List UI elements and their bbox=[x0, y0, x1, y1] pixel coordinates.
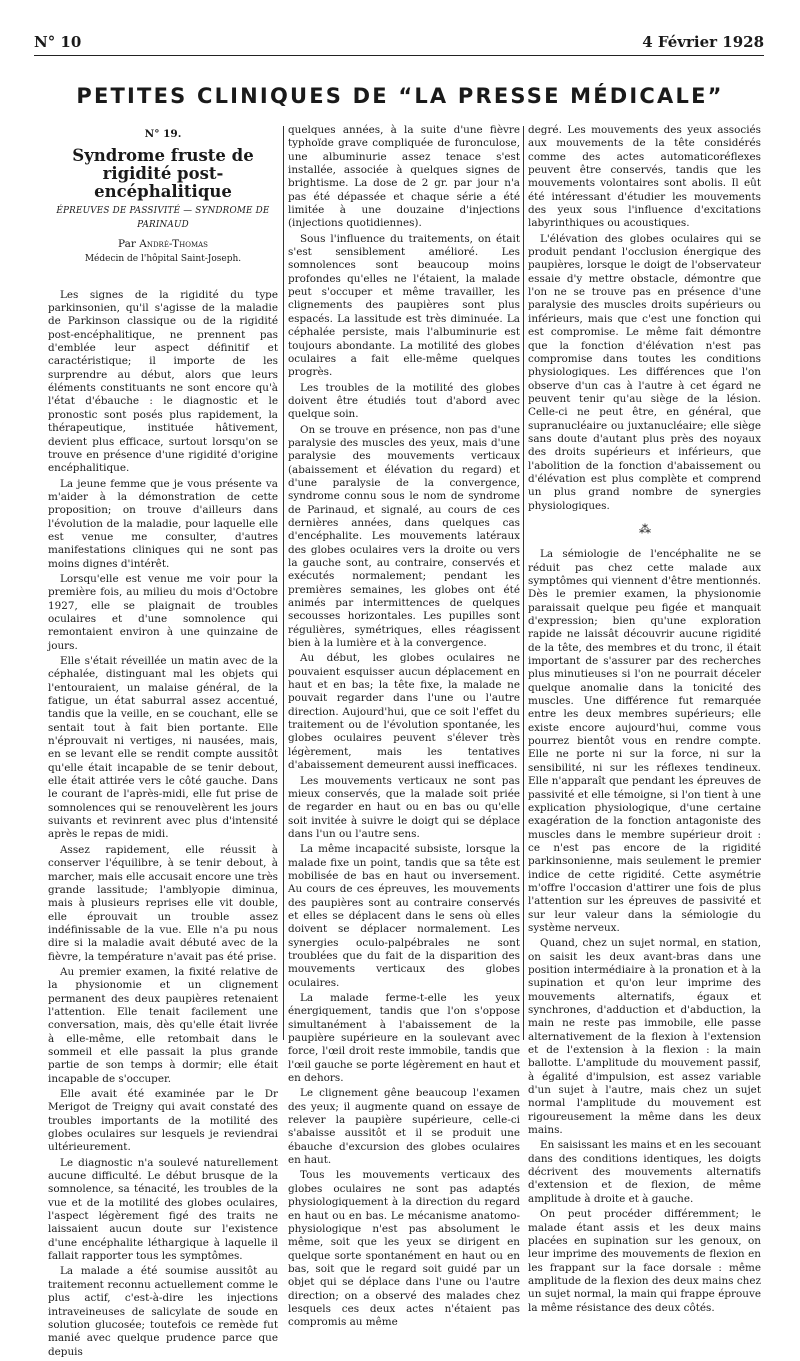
paragraph: Au début, les globes oculaires ne pouvaient esquisser aucun déplacement en haut et en bas; la tête fixe, la malade ne pouvait regarder dans l'une ou l'autre direction. Aujourd'hui, que ce soit l'effet du traitement ou de l'évolution spontanée, les globes oculaires peuvent s'élever très légèrement, mais les tentatives d'abaissement demeurent aussi inefficaces. bbox=[288, 652, 520, 772]
paragraph: Tous les mouvements verticaux des globes oculaires ne sont pas adaptés physiologiquement à la direction du regard en haut ou en bas. Le mécanisme anatomo-physiologique n'est pas absolument le même, soit que les yeux se dirigent en quelque sorte spontanément en haut ou en bas, soit que le regard soit guidé par un objet qui se déplace dans l'une ou l'autre direction; on a observé des malades chez lesquels ces deux actes n'étaient pas compromis au même bbox=[288, 1169, 520, 1329]
journal-banner: PETITES CLINIQUES DE “LA PRESSE MÉDICALE” bbox=[76, 84, 724, 108]
paragraph: La malade a été soumise aussitôt au traitement reconnu actuellement comme le plus actif, c'est-à-dire les injections intraveineuses de salicylate de soude en solution glucosée; toutefois ce remède fut manié avec quelque prudence parce que depuis bbox=[48, 1265, 278, 1358]
paragraph: La même incapacité subsiste, lorsque la malade fixe un point, tandis que sa tête est mobilisée de bas en haut ou inversement. Au cours de ces épreuves, les mouvements des paupières sont au contraire conservés et elles se déplacent dans le sens où elles doivent se déplacer normalement. Les synergies oculo-palpébrales ne sont troublées que du fait de la disparition des mouvements verticaux des globes oculaires. bbox=[288, 843, 520, 989]
issue-date: 4 Février 1928 bbox=[642, 33, 764, 51]
paragraph: La malade ferme-t-elle les yeux énergiquement, tandis que l'on s'oppose simultanément à l'abaissement de la paupière supérieure en la soulevant avec force, l'œil droit reste immobile, tandis que l'œil gauche se porte légèrement en haut et en dehors. bbox=[288, 992, 520, 1085]
article-byline bbox=[48, 238, 278, 251]
paragraph: Le diagnostic n'a soulevé naturellement aucune difficulté. Le début brusque de la somnolence, sa ténacité, les troubles de la vue et de la motilité des globes oculaires, l'aspect légèrement figé des traits ne laissaient aucun doute sur l'existence d'une encéphalite léthargique à laquelle il fallait rapporter tous les symptômes. bbox=[48, 1156, 278, 1263]
paragraph: La sémiologie de l'encéphalite ne se réduit pas chez cette malade aux symptômes qui viennent d'être mentionnés. Dès le premier examen, la physionomie paraissait quelque peu figée et manquait d'expression; bien qu'une exploration rapide ne laissât découvrir aucune rigidité de la tête, des membres et du tronc, il était important de s'assurer par des recherches plus minutieuses si l'on ne pourrait déceler quelque anomalie dans la tonicité des muscles. Une différence fut remarquée entre les deux membres supérieurs; elle existe encore aujourd'hui, comme vous pourrez bientôt vous en rendre compte. Elle ne porte ni sur la force, ni sur la sensibilité, ni sur les réflexes tendineux. Elle n'apparaît que pendant les épreuves de passivité et elle témoigne, si l'on tient à une explication physiologique, d'une certaine exagération de la fonction antagoniste des muscles dans le membre supérieur droit : ce n'est pas encore de la rigidité parkinsonienne, mais seulement le premier indice de cette rigidité. Cette asymétrie m'offre l'occasion d'attirer une fois de plus l'attention sur les épreuves de passivité et sur leur valeur dans la sémiologie du système nerveux. bbox=[528, 548, 761, 934]
paragraph: Les troubles de la motilité des globes doivent être étudiés tout d'abord avec quelque soin. bbox=[288, 381, 520, 421]
paragraph: degré. Les mouvements des yeux associés aux mouvements de la tête considérés comme des actes automaticoréflexes peuvent être conservés, tandis que les mouvements volontaires sont abolis. Il eût été intéressant d'étudier les mouvements des yeux sous l'influence d'excitations labyrinthiques ou acoustiques. bbox=[528, 124, 761, 230]
paragraph: Elle avait été examinée par le Dr Merigot de Treigny qui avait constaté des troubles importants de la motilité des globes oculaires sur lesquels je reviendrai ultérieurement. bbox=[48, 1088, 278, 1154]
byline-prefix: Par bbox=[118, 238, 136, 251]
column-divider bbox=[283, 126, 284, 1040]
paragraph: Les mouvements verticaux ne sont pas mieux conservés, que la malade soit priée de regarder en haut ou en bas ou qu'elle soit invitée à suivre le doigt qui se déplace dans l'un ou l'autre sens. bbox=[288, 774, 520, 840]
article-subtitle: ÉPREUVES DE PASSIVITÉ — SYNDROME DE PARINAUD bbox=[56, 206, 270, 230]
paragraph: quelques années, à la suite d'une fièvre typhoïde grave compliquée de furonculose, une albuminurie assez tenace s'est installée, associée à quelques signes de brightisme. La dose de 2 gr. par jour n'a pas été dépassée et chaque série a été limitée à une douzaine d'injections (injections quotidiennes). bbox=[288, 124, 520, 230]
paragraph: On se trouve en présence, non pas d'une paralysie des muscles des yeux, mais d'une paralysie des mouvements verticaux (abaissement et élévation du regard) et d'une paralysie de la convergence, syndrome connu sous le nom de syndrome de Parinaud, et signalé, au cours de ces dernières années, dans quelques cas d'encéphalite. Les mouvements latéraux des globes oculaires vers la droite ou vers la gauche sont, au contraire, conservés et exécutés normalement; pendant les premières semaines, les globes ont été animés par intermittences de quelques secousses horizontales. Les pupilles sont régulières, symétriques, elles réagissent bien à la lumière et à la convergence. bbox=[288, 423, 520, 650]
header-rule bbox=[34, 55, 764, 56]
column-3 bbox=[528, 124, 761, 1317]
article-title: Syndrome fruste de rigidité post-encéphalitique bbox=[72, 146, 254, 202]
column-1 bbox=[48, 124, 278, 1361]
paragraph: On peut procéder différemment; le malade étant assis et les deux mains placées en supination sur les genoux, on leur imprime des mouvements de flexion en les frappant sur la face dorsale : même amplitude de la flexion des deux mains chez un sujet normal, la main qui frappe éprouve la même résistance des deux côtés. bbox=[528, 1208, 761, 1314]
article-number: N° 19. bbox=[144, 128, 182, 140]
paragraph: Assez rapidement, elle réussit à conserver l'équilibre, à se tenir debout, à marcher, mais elle accusait encore une très grande lassitude; l'amblyopie diminua, mais à plusieurs reprises elle vit double, elle éprouvait un trouble assez indéfinissable de la vue. Elle n'a pu nous dire si la maladie avait débuté avec de la fièvre, la température n'avait pas été prise. bbox=[48, 843, 279, 963]
paragraph: Lorsqu'elle est venue me voir pour la première fois, au milieu du mois d'Octobre 1927, elle se plaignait de troubles oculaires et d'une somnolence qui remontaient environ à une quinzaine de jours. bbox=[48, 572, 278, 652]
paragraph: Elle s'était réveillée un matin avec de la céphalée, distinguant mal les objets qui l'entouraient, un malaise général, de la fatigue, un état saburral assez accentué, tandis que la veille, en se couchant, elle se sentait tout à fait bien portante. Elle n'éprouvait ni vertiges, ni nausées, mais, en se levant elle se rendit compte aussitôt qu'elle était incapable de se tenir debout, elle était attirée vers le côté gauche. Dans le courant de l'après-midi, elle fut prise de somnolences qui se renouvelèrent les jours suivants et revinrent avec plus d'intensité après le repas de midi. bbox=[48, 655, 278, 841]
paragraph: Quand, chez un sujet normal, en station, on saisit les deux avant-bras dans une position intermédiaire à la pronation et à la supination et qu'on leur imprime des mouvements alternatifs, égaux et synchrones, d'adduction et d'abduction, la main ne reste pas immobile, elle passe alternativement de la flexion à l'extension et de l'extension à la flexion : la main ballotte. L'amplitude du mouvement passif, à égalité d'impulsion, est assez variable d'un sujet à l'autre, mais chez un sujet normal l'amplitude du mouvement est rigoureusement la même dans les deux mains. bbox=[528, 937, 761, 1137]
paragraph: Le clignement gêne beaucoup l'examen des yeux; il augmente quand on essaye de relever la paupière supérieure, celle-ci s'abaisse aussitôt et il se produit une ébauche d'excursion des globes oculaires en haut. bbox=[288, 1087, 520, 1167]
issue-number: N° 10 bbox=[34, 33, 82, 51]
paragraph: La jeune femme que je vous présente va m'aider à la démonstration de cette proposition; on trouve d'ailleurs dans l'évolution de la maladie, pour laquelle elle est venue me consulter, d'autres manifestations cliniques qui ne sont pas moins dignes d'intérêt. bbox=[48, 477, 278, 570]
paragraph: Les signes de la rigidité du type parkinsonien, qu'il s'agisse de la maladie de Parkinson classique ou de la rigidité post-encéphalitique, ne prennent pas d'emblée leur aspect définitif et caractéristique; il importe de les surprendre au début, alors que leurs éléments constituants ne sont encore qu'à l'état d'ébauche : le diagnostic et le pronostic sont posés plus rapidement, la thérapeutique, instituée hâtivement, devient plus efficace, surtout lorsqu'on se trouve en présence d'une rigidité d'origine encéphalitique. bbox=[48, 288, 278, 475]
paragraph: En saisissant les mains et en les secouant dans des conditions identiques, les doigts décrivent des mouvements alternatifs d'extension et de flexion, de même amplitude à droite et à gauche. bbox=[528, 1139, 761, 1205]
paragraph: Au premier examen, la fixité relative de la physionomie et un clignement permanent des deux paupières retenaient l'attention. Elle tenait facilement une conversation, mais, dès qu'elle était livrée à elle-même, elle retombait dans le sommeil et elle passait la plus grande partie de son temps à dormir; elle était incapable de s'occuper. bbox=[48, 965, 278, 1085]
column-divider bbox=[523, 126, 524, 1040]
paragraph: Sous l'influence du traitements, on était s'est sensiblement amélioré. Les somnolences sont beaucoup moins profondes qu'elles ne l'étaient, la malade peut s'occuper et même travailler, les clignements des paupières sont plus espacés. La lassitude est très diminuée. La céphalée persiste, mais l'albuminurie est toujours abondante. La motilité des globes oculaires a fait elle-même quelques progrès. bbox=[288, 232, 520, 379]
column-2 bbox=[288, 124, 520, 1332]
author-name: André-Thomas bbox=[139, 238, 208, 251]
section-asterism: ⁂ bbox=[639, 521, 650, 536]
author-affiliation: Médecin de l'hôpital Saint-Joseph. bbox=[84, 254, 242, 265]
paragraph: L'élévation des globes oculaires qui se produit pendant l'occlusion énergique des paupières, lorsque le doigt de l'observateur essaie d'y mettre obstacle, démontre que l'on ne se trouve pas en présence d'une paralysie des muscles droits supérieurs ou inférieurs, mais que c'est une fonction qui est compromise. Le même fait démontre que la fonction d'élévation n'est pas compromise dans toutes les conditions physiologiques. Les différences que l'on observe d'un cas à l'autre à cet égard ne peuvent tenir qu'au siège de la lésion. Celle-ci ne peut être, en général, que supranucléaire ou juxtanucléaire; elle siège sans doute d'autant plus près des noyaux des droits supérieurs et inférieurs, que l'abolition de la fonction d'abaissement ou d'élévation est plus complète et comprend un plus grand nombre de synergies physiologiques. bbox=[528, 232, 761, 512]
